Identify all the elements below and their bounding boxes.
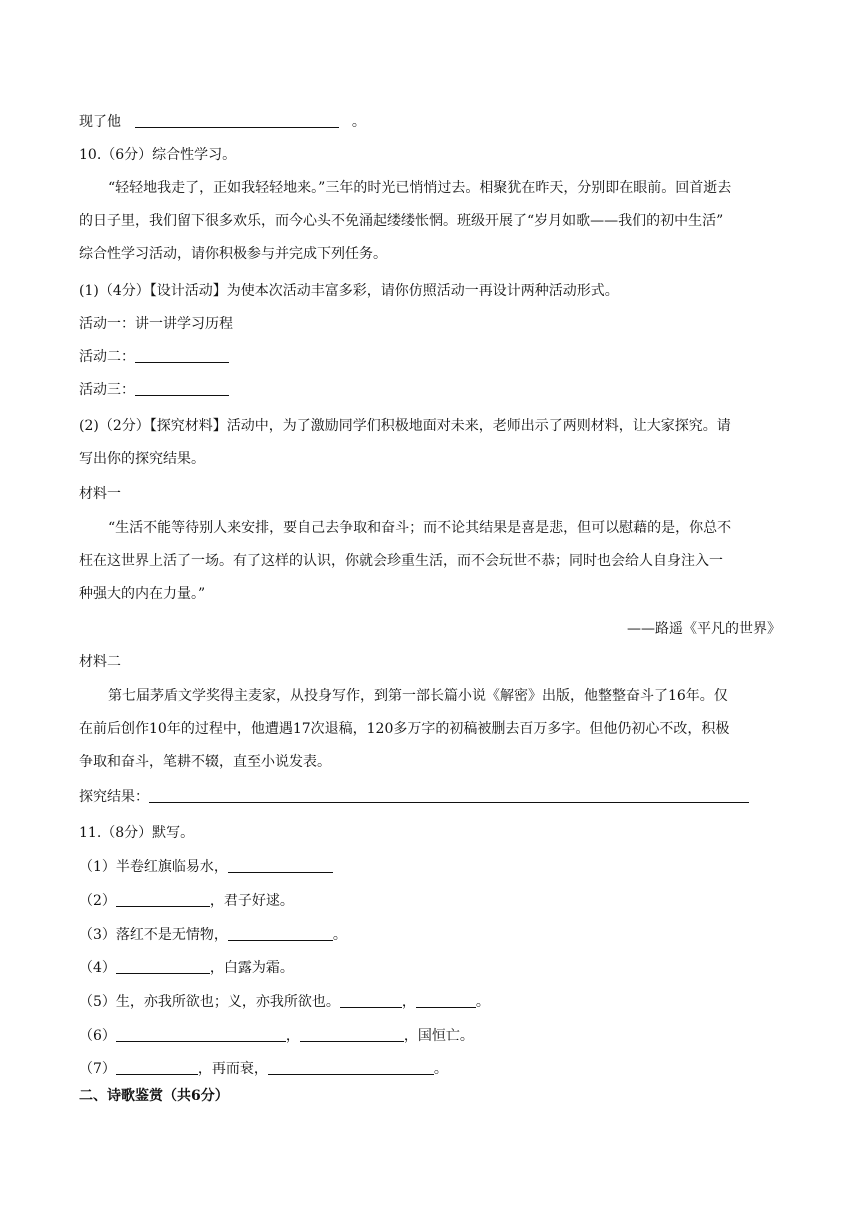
activity-2 bbox=[79, 347, 229, 367]
text: （1）半卷红旗临易水， bbox=[79, 859, 228, 875]
material-2-line-1: 第七届茅盾文学奖得主麦家，从投身写作，到第一部长篇小说《解密》出版，他整整奋斗了16年。仅 bbox=[108, 688, 728, 704]
text: 。 bbox=[475, 994, 490, 1010]
text: （4） bbox=[79, 960, 116, 976]
text: （2） bbox=[79, 893, 116, 909]
text: ， bbox=[285, 1028, 300, 1044]
answer-blank[interactable] bbox=[228, 858, 333, 873]
dictation-3 bbox=[79, 925, 347, 945]
text: ， bbox=[401, 994, 416, 1010]
text: （5）生，亦我所欲也；义，亦我所欲也。 bbox=[79, 994, 340, 1010]
answer-blank[interactable] bbox=[135, 348, 229, 363]
answer-blank[interactable] bbox=[149, 788, 749, 803]
result-line bbox=[79, 787, 749, 807]
activity-3 bbox=[79, 380, 229, 400]
text: （3）落红不是无情物， bbox=[79, 927, 228, 943]
activity-1: 活动一：讲一讲学习历程 bbox=[79, 316, 233, 332]
text: 活动二： bbox=[79, 349, 135, 365]
dictation-7 bbox=[79, 1059, 448, 1079]
text: （7） bbox=[79, 1061, 116, 1077]
answer-blank[interactable] bbox=[135, 113, 339, 128]
text: 。 bbox=[351, 114, 366, 130]
intro-line-2: 的日子里，我们留下很多欢乐，而今心头不免涌起缕缕怅惘。班级开展了“岁月如歌——我们的初中生活” bbox=[79, 213, 724, 229]
section-2-heading: 二、诗歌鉴赏（共6分） bbox=[79, 1088, 229, 1104]
answer-blank[interactable] bbox=[116, 959, 210, 974]
material-2-line-2: 在前后创作10年的过程中，他遭遇17次退稿，120多万字的初稿被删去百万多字。但他仍初心不改，积极 bbox=[79, 721, 730, 737]
answer-blank[interactable] bbox=[135, 381, 229, 396]
answer-blank[interactable] bbox=[228, 926, 333, 941]
dictation-1 bbox=[79, 857, 333, 877]
text: ，君子好逑。 bbox=[209, 893, 294, 909]
answer-blank[interactable] bbox=[300, 1027, 404, 1042]
text: 。 bbox=[433, 1061, 448, 1077]
intro-line-1: “轻轻地我走了，正如我轻轻地来。”三年的时光已悄悄过去。相聚犹在昨天，分别即在眼前。回首逝去 bbox=[108, 180, 732, 196]
dictation-4 bbox=[79, 958, 294, 978]
material-1-source: ——路遥《平凡的世界》 bbox=[627, 621, 781, 637]
text: （6） bbox=[79, 1028, 116, 1044]
material-1-line-3: 种强大的内在力量。” bbox=[79, 586, 206, 602]
dictation-6 bbox=[79, 1026, 474, 1046]
answer-blank[interactable] bbox=[116, 1027, 286, 1042]
answer-blank[interactable] bbox=[416, 993, 476, 1008]
continued-line bbox=[79, 112, 366, 132]
text: 现了他 bbox=[79, 114, 121, 130]
material-1-line-2: 枉在这世界上活了一场。有了这样的认识，你就会珍重生活，而不会玩世不恭；同时也会给人自身注入一 bbox=[79, 553, 723, 569]
material-1-label: 材料一 bbox=[79, 486, 121, 502]
material-1-line-1: “生活不能等待别人来安排，要自己去争取和奋斗；而不论其结果是喜是悲，但可以慰藉的是，你总不 bbox=[108, 520, 732, 536]
answer-blank[interactable] bbox=[340, 993, 402, 1008]
text: 。 bbox=[332, 927, 347, 943]
question-11-title: 11.（8分）默写。 bbox=[79, 825, 195, 841]
answer-blank[interactable] bbox=[116, 892, 210, 907]
text: ，国恒亡。 bbox=[403, 1028, 474, 1044]
task-2-line-1: (2)（2分）【探究材料】活动中，为了激励同学们积极地面对未来，老师出示了两则材料，让大家探究。请 bbox=[79, 418, 731, 434]
task-2-line-2: 写出你的探究结果。 bbox=[79, 451, 205, 467]
answer-blank[interactable] bbox=[268, 1060, 434, 1075]
answer-blank[interactable] bbox=[116, 1060, 198, 1075]
material-2-line-3: 争取和奋斗，笔耕不辍，直至小说发表。 bbox=[79, 754, 331, 770]
dictation-2 bbox=[79, 891, 294, 911]
text: 探究结果： bbox=[79, 789, 149, 805]
question-10-title: 10.（6分）综合性学习。 bbox=[79, 147, 237, 163]
text: 活动三： bbox=[79, 382, 135, 398]
intro-line-3: 综合性学习活动，请你积极参与并完成下列任务。 bbox=[79, 246, 387, 262]
text: ，再而衰， bbox=[197, 1061, 268, 1077]
text: ，白露为霜。 bbox=[209, 960, 294, 976]
material-2-label: 材料二 bbox=[79, 654, 121, 670]
task-1: (1)（4分）【设计活动】为使本次活动丰富多彩，请你仿照活动一再设计两种活动形式。 bbox=[79, 283, 619, 299]
dictation-5 bbox=[79, 992, 490, 1012]
